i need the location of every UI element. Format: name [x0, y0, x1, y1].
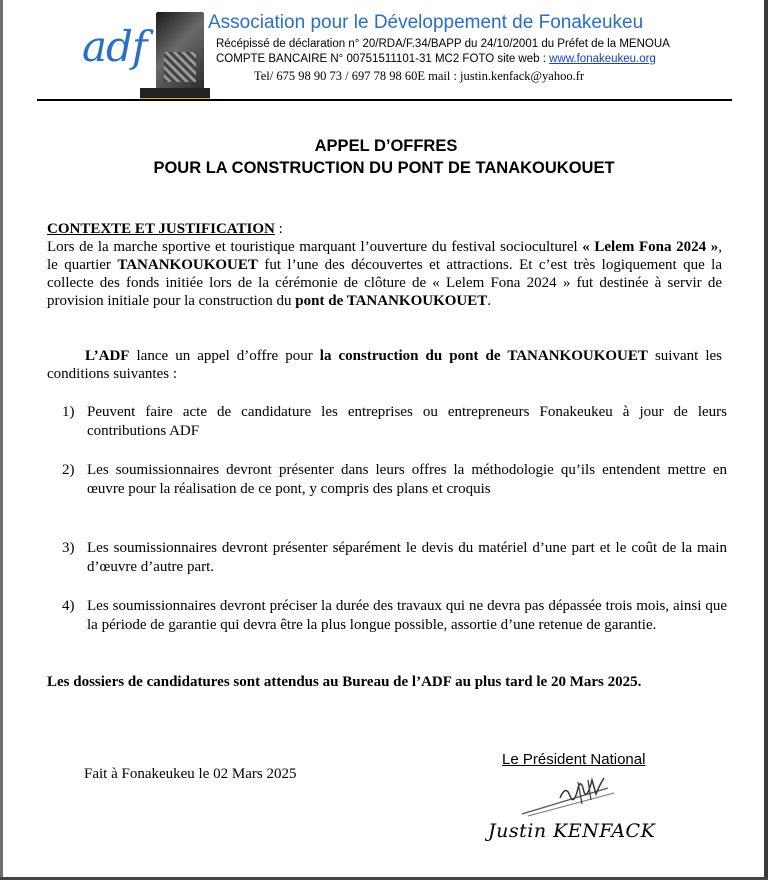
call-paragraph: [47, 347, 722, 383]
context-text-2: , le quartier: [47, 239, 722, 273]
condition-text: Les soumissionnaires devront présenter séparément le devis du matériel d’une part et le coût de la main d’œuvre d’autre part.: [87, 540, 727, 575]
website-link[interactable]: www.fonakeukeu.org: [549, 53, 656, 65]
document-subtitle: POUR LA CONSTRUCTION DU PONT DE TANAKOUKOUET: [153, 159, 615, 177]
scan-right-edge: [764, 0, 768, 880]
context-text-1: Lors de la marche sportive et touristique marquant l’ouverture du festival socioculturel: [47, 239, 583, 255]
call-org: L’ADF: [85, 348, 130, 364]
context-text-end: .: [487, 293, 492, 309]
condition-text: Peuvent faire acte de candidature les entreprises ou entrepreneurs Fonakeukeu à jour de leurs contributions ADF: [87, 404, 727, 439]
registration-line: Récépissé de déclaration n° 20/RDA/F.34/BAPP du 24/10/2001 du Préfet de la MENOUA: [216, 38, 670, 50]
condition-item: [62, 597, 727, 635]
condition-number: 4): [62, 598, 75, 614]
context-paragraph: [47, 238, 722, 310]
header-divider: [37, 99, 732, 101]
call-text-2: suivant les conditions suivantes :: [47, 348, 722, 382]
festival-name: « Lelem Fona 2024 »: [582, 239, 719, 255]
bridge-name: pont de TANANKOUKOUET: [295, 293, 488, 309]
call-text-1: lance un appel d’offre pour: [129, 348, 320, 364]
condition-text: Les soumissionnaires devront préciser la durée des travaux qui ne devra pas dépassée trois mois, ainsi que la période de garantie qui devra être la plus longue possible, assortie d’une retenue de garantie.: [87, 598, 727, 633]
context-heading-suffix: :: [274, 221, 283, 237]
condition-number: 1): [62, 404, 75, 420]
president-title: Le Président National: [502, 751, 646, 768]
place-date: Fait à Fonakeukeu le 02 Mars 2025: [84, 766, 297, 782]
context-section: [47, 220, 722, 310]
condition-text: Les soumissionnaires devront présenter dans leurs offres la méthodologie qu’ils entendent mettre en œuvre pour la réalisation de ce pont, y compris des plans et croquis: [87, 462, 727, 497]
document-title: APPEL D’OFFRES: [314, 137, 458, 155]
condition-item: [62, 403, 727, 441]
condition-item: [62, 539, 727, 577]
context-text-3: fut l’une des découvertes et attractions. Et c’est très logiquement que la collecte des fonds initiée lors de la cérémonie de clôture de « Lelem Fona 2024 » fut destinée à servir de provision initiale pour la construction du: [47, 257, 722, 309]
association-name: Association pour le Développement de Fonakeukeu: [208, 12, 644, 33]
signature-scribble: [518, 776, 628, 820]
scan-left-edge: [0, 0, 3, 880]
bank-account: COMPTE BANCAIRE N° 00751511101-31 MC2 FOTO site web :: [216, 53, 550, 65]
adf-logo: [82, 10, 214, 100]
logo-text: adf: [82, 22, 147, 71]
context-heading: CONTEXTE ET JUSTIFICATION: [47, 221, 275, 237]
context-heading-line: [47, 220, 722, 238]
condition-number: 3): [62, 540, 75, 556]
deadline-notice: Les dossiers de candidatures sont attendus au Bureau de l’ADF au plus tard le 20 Mars 2025.: [47, 674, 642, 690]
signatory-name: Justin KENFACK: [488, 820, 656, 842]
condition-item: [62, 461, 727, 499]
contact-line: Tel/ 675 98 90 73 / 697 78 98 60E mail : justin.kenfack@yahoo.fr: [254, 69, 585, 83]
logo-photo: [156, 12, 204, 90]
call-object: la construction du pont de TANANKOUKOUET: [319, 348, 648, 364]
bank-website-line: [216, 53, 656, 65]
condition-number: 2): [62, 462, 75, 478]
quarter-name: TANANKOUKOUET: [117, 257, 258, 273]
